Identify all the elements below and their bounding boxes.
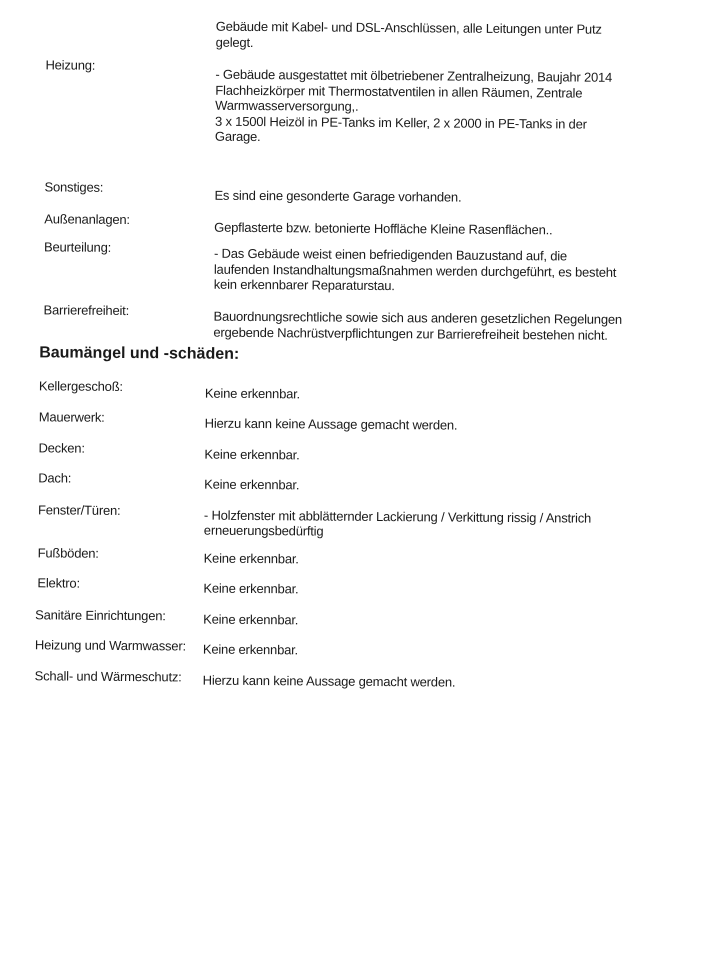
value-line: Bauordnungsrechtliche sowie sich aus anderen gesetzlichen Regelungen [213,308,623,327]
label-elektro: Elektro: [37,575,80,591]
value-line: Keine erkennbar. [204,446,300,463]
value-line: erneuerungsbedürftig [203,522,324,539]
value-line: Warmwasserversorgung,. [215,97,359,114]
section-heading: Baumängel und -schäden: [39,344,240,363]
label-heizung: Heizung: [45,57,96,73]
value-line: Keine erkennbar. [202,641,299,658]
label-fenster-tueren: Fenster/Türen: [37,502,121,518]
label-beurteilung: Beurteilung: [44,239,112,255]
label-barrierefreiheit: Barrierefreiheit: [43,302,130,319]
label-fussboeden: Fußböden: [37,545,99,561]
value-line: Gepflasterte bzw. betonierte Hoffläche Kleine Rasenflächen.. [214,219,553,238]
value-line: Hierzu kann keine Aussage gemacht werden. [202,672,456,690]
value-line: - Gebäude ausgestattet mit ölbetriebener Zentralheizung, Baujahr 2014 [215,66,613,85]
value-line: laufenden Instandhaltungsmaßnahmen werden durchgeführt, es besteht [213,261,617,280]
value-line: Keine erkennbar. [204,476,300,493]
value-line: Keine erkennbar. [203,611,299,628]
value-line: ergebende Nachrüstverpflichtungen zur Barrierefreiheit bestehen nicht. [213,324,608,343]
value-line: kein erkennbarer Reparaturstau. [213,276,395,294]
label-sonstiges: Sonstiges: [44,179,104,195]
label-heizung-warmwasser: Heizung und Warmwasser: [34,637,186,654]
label-dach: Dach: [38,470,72,486]
label-mauerwerk: Mauerwerk: [38,409,105,425]
continuation-line: gelegt. [215,34,254,50]
value-line: Garage. [214,128,261,145]
value-line: Flachheizkörper mit Thermostatventilen in allen Räumen, Zentrale [215,82,583,101]
value-line: - Holzfenster mit abblätternder Lackierung / Verkittung rissig / Anstrich [203,507,592,526]
value-line: Keine erkennbar. [203,580,299,597]
label-sanitaere-einrichtungen: Sanitäre Einrichtungen: [35,607,166,624]
label-kellergeschoss: Kellergeschoß: [38,378,123,394]
value-line: Keine erkennbar. [203,550,299,567]
value-line: 3 x 1500l Heizöl in PE-Tanks im Keller, 2 x 2000 in PE-Tanks in der [214,113,587,132]
value-line: - Das Gebäude weist einen befriedigenden Bauzustand auf, die [213,245,568,264]
value-line: Hierzu kann keine Aussage gemacht werden. [204,415,458,433]
value-line: Es sind eine gesonderte Garage vorhanden. [214,187,462,205]
label-schall-waermeschutz: Schall- und Wärmeschutz: [34,668,182,685]
label-aussenanlagen: Außenanlagen: [44,211,130,228]
value-line: Keine erkennbar. [204,385,301,402]
continuation-line: Gebäude mit Kabel- und DSL-Anschlüssen, alle Leitungen unter Putz [215,18,602,37]
label-decken: Decken: [38,440,85,456]
